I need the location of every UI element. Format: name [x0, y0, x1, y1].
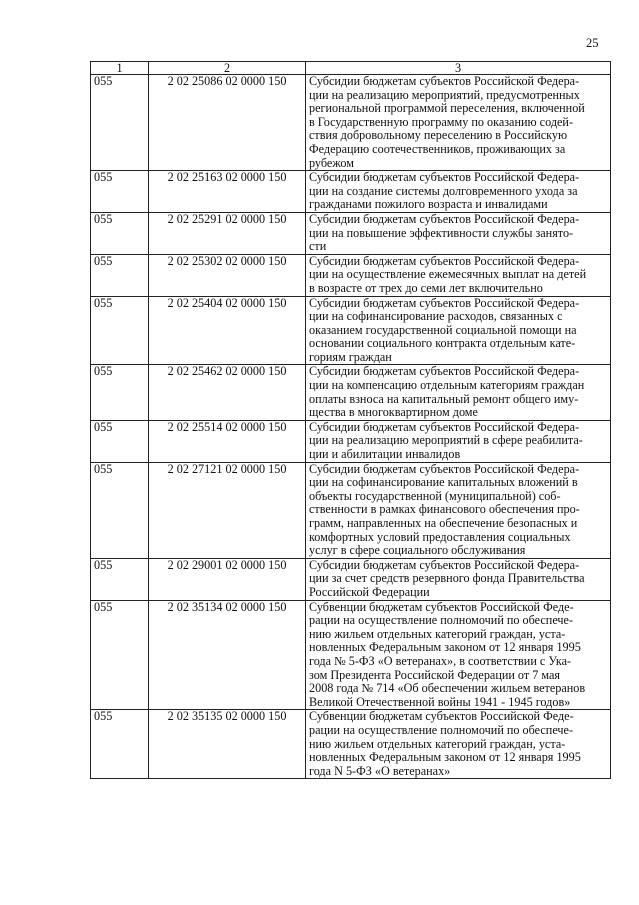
description-line: Субсидии бюджетам субъектов Российской Федера- — [309, 461, 580, 476]
description-line: ственности в рамках финансового обеспечения про- — [309, 502, 580, 517]
description-line: в возрасте от трех до семи лет включительно — [309, 280, 543, 295]
description-cell — [306, 462, 611, 558]
table-row — [91, 75, 611, 171]
description-line: ции на компенсацию отдельным категориям граждан — [309, 378, 585, 393]
page-number: 25 — [586, 36, 599, 50]
description-line: Федерацию соотечественников, проживающих за — [309, 141, 566, 156]
admin-code-cell: 055 — [91, 212, 149, 254]
description-line: новленных Федеральным законом от 12 января 1995 — [309, 640, 581, 655]
description-line: Субвенции бюджетам субъектов Российской Феде- — [309, 709, 574, 724]
description-line: объекты государственной (муниципальной) соб- — [309, 488, 561, 503]
description-line: года № 5-ФЗ «О ветеранах», в соответствии с Ука- — [309, 653, 572, 668]
table-row — [91, 420, 611, 462]
description-cell — [306, 420, 611, 462]
description-line: ции и абилитации инвалидов — [309, 447, 461, 462]
description-cell — [306, 710, 611, 779]
description-line: Субсидии бюджетам субъектов Российской Федера- — [309, 295, 580, 310]
kbk-code-cell: 2 02 25514 02 0000 150 — [149, 420, 306, 462]
admin-code-cell: 055 — [91, 171, 149, 213]
description-line: основании социального контракта отдельным кате- — [309, 336, 576, 351]
description-line: зом Президента Российской Федерации от 7 мая — [309, 667, 561, 682]
table-row — [91, 710, 611, 779]
description-line: ции на повышение эффективности службы занято- — [309, 225, 574, 240]
admin-code-cell: 055 — [91, 558, 149, 600]
column-header-2: 2 — [149, 62, 306, 75]
admin-code-cell: 055 — [91, 296, 149, 365]
table-row — [91, 254, 611, 296]
kbk-code-cell: 2 02 27121 02 0000 150 — [149, 462, 306, 558]
table-header-row — [91, 62, 611, 75]
description-cell — [306, 171, 611, 213]
description-line: ции на реализацию мероприятий, предусмотренных — [309, 87, 580, 102]
description-cell — [306, 75, 611, 171]
description-line: ции на софинансирование капитальных вложений в — [309, 475, 578, 490]
description-cell — [306, 296, 611, 365]
description-line: Субвенции бюджетам субъектов Российской Феде- — [309, 599, 574, 614]
description-line: рубежом — [309, 155, 355, 170]
kbk-code-cell: 2 02 25291 02 0000 150 — [149, 212, 306, 254]
description-line: гражданами пожилого возраста и инвалидами — [309, 197, 548, 212]
description-line: Субсидии бюджетам субъектов Российской Федера- — [309, 364, 580, 379]
description-line: оплаты взноса на капитальный ремонт общего иму- — [309, 391, 579, 406]
kbk-code-cell: 2 02 25086 02 0000 150 — [149, 75, 306, 171]
description-line: рации на осуществление полномочий по обеспече- — [309, 722, 574, 737]
description-line: Субсидии бюджетам субъектов Российской Федера- — [309, 170, 580, 185]
table-row — [91, 171, 611, 213]
description-line: гориям граждан — [309, 349, 392, 364]
description-line: региональной программой переселения, включенной — [309, 101, 585, 116]
table-row — [91, 212, 611, 254]
description-line: в Государственную программу по оказанию содей- — [309, 114, 574, 129]
description-line: Российской Федерации — [309, 584, 430, 599]
description-line: ции на софинансирование расходов, связанных с — [309, 309, 563, 324]
column-header-3: 3 — [306, 62, 611, 75]
kbk-code-cell: 2 02 25462 02 0000 150 — [149, 365, 306, 420]
table-row — [91, 462, 611, 558]
description-line: Субсидии бюджетам субъектов Российской Федера- — [309, 419, 580, 434]
kbk-code-cell: 2 02 25163 02 0000 150 — [149, 171, 306, 213]
admin-code-cell: 055 — [91, 600, 149, 710]
table-row — [91, 600, 611, 710]
description-line: Субсидии бюджетам субъектов Российской Федера- — [309, 557, 580, 572]
description-line: Субсидии бюджетам субъектов Российской Федера- — [309, 74, 580, 88]
description-line: новленных Федеральным законом от 12 января 1995 — [309, 750, 581, 765]
table-row — [91, 296, 611, 365]
admin-code-cell: 055 — [91, 254, 149, 296]
description-line: оказанием государственной социальной помощи на — [309, 322, 577, 337]
description-cell — [306, 254, 611, 296]
admin-code-cell: 055 — [91, 365, 149, 420]
kbk-code-cell: 2 02 25404 02 0000 150 — [149, 296, 306, 365]
description-line: Субсидии бюджетам субъектов Российской Федера- — [309, 253, 580, 268]
kbk-code-cell: 2 02 25302 02 0000 150 — [149, 254, 306, 296]
admin-code-cell: 055 — [91, 420, 149, 462]
description-line: грамм, направленных на обеспечение безопасных и — [309, 516, 578, 530]
revenue-codes-table — [90, 61, 611, 779]
description-line: ции на создание системы долговременного ухода за — [309, 183, 578, 198]
description-line: ции за счет средств резервного фонда Правительства — [309, 571, 585, 586]
table-row — [91, 365, 611, 420]
description-line: нию жильем отдельных категорий граждан, уста- — [309, 626, 566, 641]
admin-code-cell: 055 — [91, 75, 149, 171]
column-header-1: 1 — [91, 62, 149, 75]
kbk-code-cell: 2 02 35135 02 0000 150 — [149, 710, 306, 779]
description-line: щества в многоквартирном доме — [309, 405, 478, 420]
description-line: Великой Отечественной войны 1941 - 1945 годов» — [309, 694, 571, 709]
description-cell — [306, 600, 611, 710]
description-line: нию жильем отдельных категорий граждан, уста- — [309, 736, 566, 751]
description-line: ствия добровольному переселению в Российскую — [309, 128, 568, 143]
description-line: услуг в сфере социального обслуживания — [309, 543, 526, 558]
description-line: года N 5-ФЗ «О ветеранах» — [309, 763, 451, 778]
description-cell — [306, 365, 611, 420]
description-line: Субсидии бюджетам субъектов Российской Федера- — [309, 211, 580, 226]
description-line: рации на осуществление полномочий по обеспече- — [309, 613, 574, 628]
table-row — [91, 558, 611, 600]
admin-code-cell: 055 — [91, 710, 149, 779]
kbk-code-cell: 2 02 35134 02 0000 150 — [149, 600, 306, 710]
description-line: ции на реализацию мероприятий в сфере реабилита- — [309, 433, 583, 448]
description-line: сти — [309, 239, 327, 254]
description-line: комфортных условий предоставления социальных — [309, 529, 571, 544]
kbk-code-cell: 2 02 29001 02 0000 150 — [149, 558, 306, 600]
description-cell — [306, 212, 611, 254]
admin-code-cell: 055 — [91, 462, 149, 558]
description-line: ции на осуществление ежемесячных выплат на детей — [309, 267, 587, 282]
description-line: 2008 года № 714 «Об обеспечении жильем ветеранов — [309, 681, 586, 696]
description-cell — [306, 558, 611, 600]
